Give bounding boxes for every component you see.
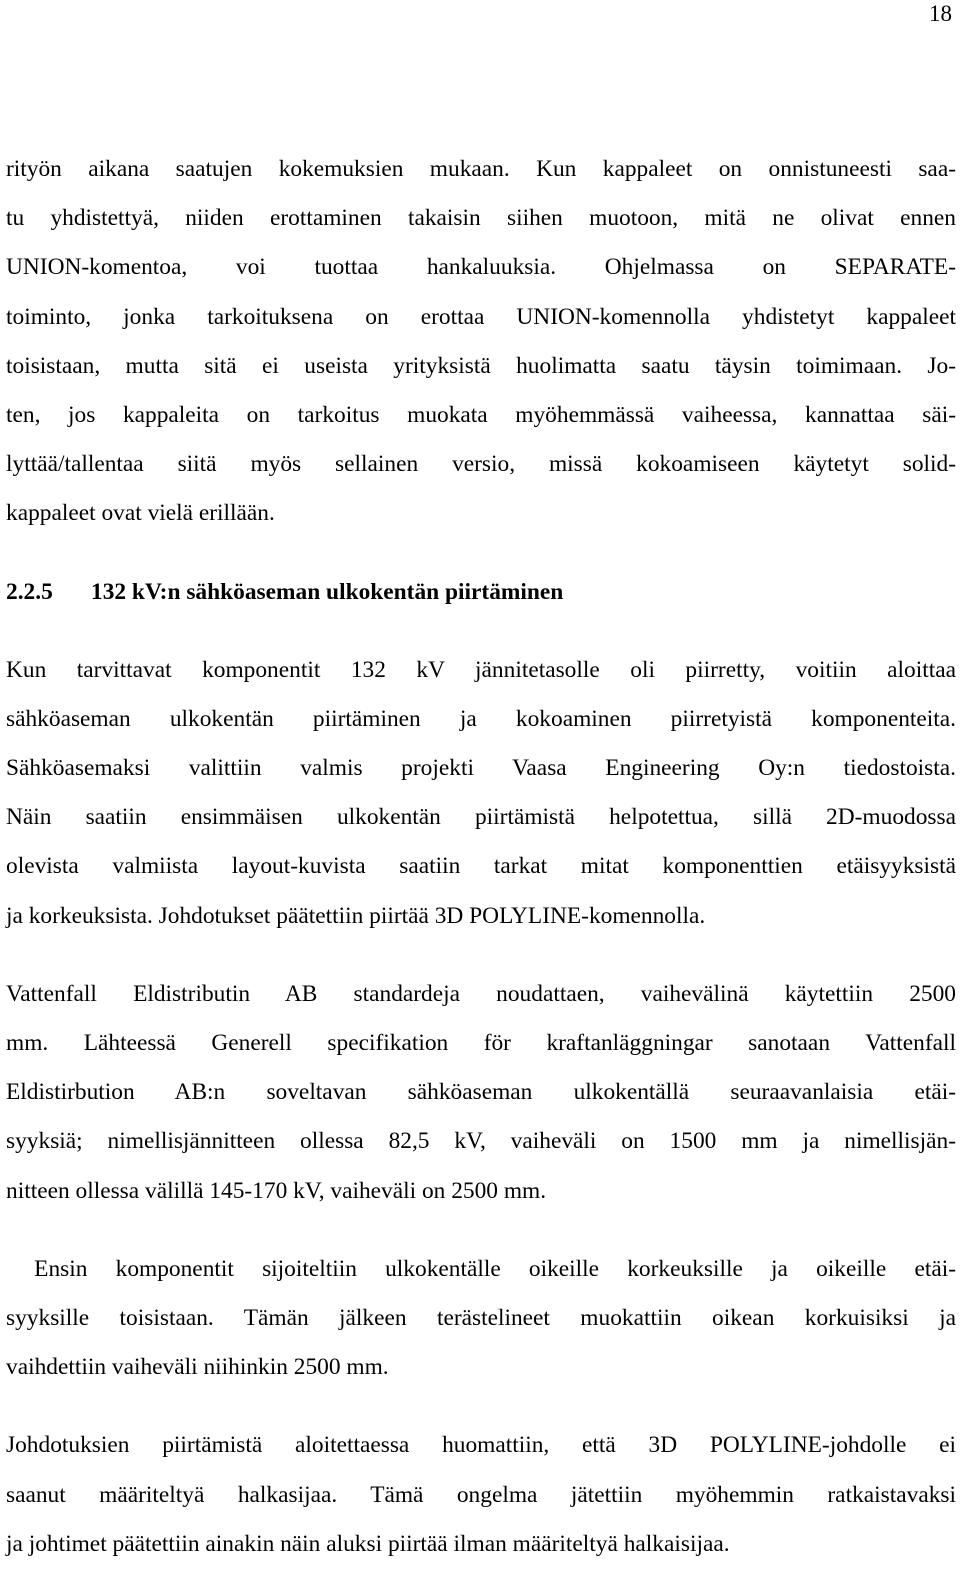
text-line: ja korkeuksista. Johdotukset päätettiin piirtää 3D POLYLINE-komennolla. bbox=[6, 902, 706, 929]
text-line: vaihdettiin vaiheväli niihinkin 2500 mm. bbox=[6, 1354, 389, 1381]
text-line: mm. Lähteessä Generell specifikation för kraftanläggningar sanotaan Vattenfall bbox=[6, 1030, 956, 1056]
text-line: rityön aikana saatujen kokemuksien mukaan. Kun kappaleet on onnistuneesti saa- bbox=[6, 156, 956, 182]
section-title: 132 kV:n sähköaseman ulkokentän piirtäminen bbox=[91, 578, 564, 605]
document-body bbox=[6, 145, 956, 1569]
paragraph bbox=[6, 145, 956, 539]
text-line: Näin saatiin ensimmäisen ulkokentän piirtämistä helpotettua, sillä 2D-muodossa bbox=[6, 804, 956, 831]
text-line: olevista valmiista layout-kuvista saatiin tarkat mitat komponenttien etäisyyksistä bbox=[6, 853, 956, 880]
text-line: Vattenfall Eldistributin AB standardeja noudattaen, vaihevälinä käytettiin 2500 bbox=[6, 980, 956, 1007]
text-line: nitteen ollessa välillä 145-170 kV, vaiheväli on 2500 mm. bbox=[6, 1177, 547, 1204]
text-line: saanut määriteltyä halkasijaa. Tämä ongelma jätettiin myöhemmin ratkaistavaksi bbox=[6, 1481, 956, 1508]
page-number: 18 bbox=[929, 1, 952, 26]
paragraph bbox=[6, 646, 956, 941]
text-line: tu yhdistettyä, niiden erottaminen takaisin siihen muotoon, mitä ne olivat ennen bbox=[6, 205, 956, 232]
text-line: Ensin komponentit sijoiteltiin ulkokentälle oikeille korkeuksille ja oikeille etäi- bbox=[6, 1255, 956, 1282]
paragraph bbox=[6, 970, 956, 1216]
text-line: lyttää/tallentaa siitä myös sellainen versio, missä kokoamiseen käytetyt solid- bbox=[6, 451, 956, 478]
section-heading bbox=[6, 568, 956, 617]
text-line: ten, jos kappaleita on tarkoitus muokata myöhemmässä vaiheessa, kannattaa säi- bbox=[6, 401, 956, 428]
text-line: Kun tarvittavat komponentit 132 kV jännitetasolle oli piirretty, voitiin aloittaa bbox=[6, 656, 956, 683]
paragraph bbox=[6, 1245, 956, 1393]
text-line: Eldistirbution AB:n soveltavan sähköaseman ulkokentällä seuraavanlaisia etäi- bbox=[6, 1079, 956, 1106]
text-line: kappaleet ovat vielä erillään. bbox=[6, 500, 275, 527]
paragraph bbox=[6, 1421, 956, 1569]
text-line: syyksille toisistaan. Tämän jälkeen terästelineet muokattiin oikean korkuisiksi ja bbox=[6, 1304, 956, 1331]
text-line: sähköaseman ulkokentän piirtäminen ja kokoaminen piirretyistä komponenteita. bbox=[6, 705, 956, 732]
section-number: 2.2.5 bbox=[6, 578, 53, 605]
text-line: Sähköasemaksi valittiin valmis projekti Vaasa Engineering Oy:n tiedostoista. bbox=[6, 755, 956, 782]
text-line: syyksiä; nimellisjännitteen ollessa 82,5 kV, vaiheväli on 1500 mm ja nimellisjän- bbox=[6, 1128, 956, 1155]
text-line: ja johtimet päätettiin ainakin näin aluksi piirtää ilman määriteltyä halkaisijaa. bbox=[6, 1530, 730, 1557]
text-line: toisistaan, mutta sitä ei useista yrityksistä huolimatta saatu täysin toimimaan. Jo- bbox=[6, 352, 956, 379]
text-line: toiminto, jonka tarkoituksena on erottaa UNION-komennolla yhdistetyt kappaleet bbox=[6, 303, 956, 330]
text-line: Johdotuksien piirtämistä aloitettaessa huomattiin, että 3D POLYLINE-johdolle ei bbox=[6, 1432, 956, 1459]
text-line: UNION-komentoa, voi tuottaa hankaluuksia. Ohjelmassa on SEPARATE- bbox=[6, 254, 956, 281]
